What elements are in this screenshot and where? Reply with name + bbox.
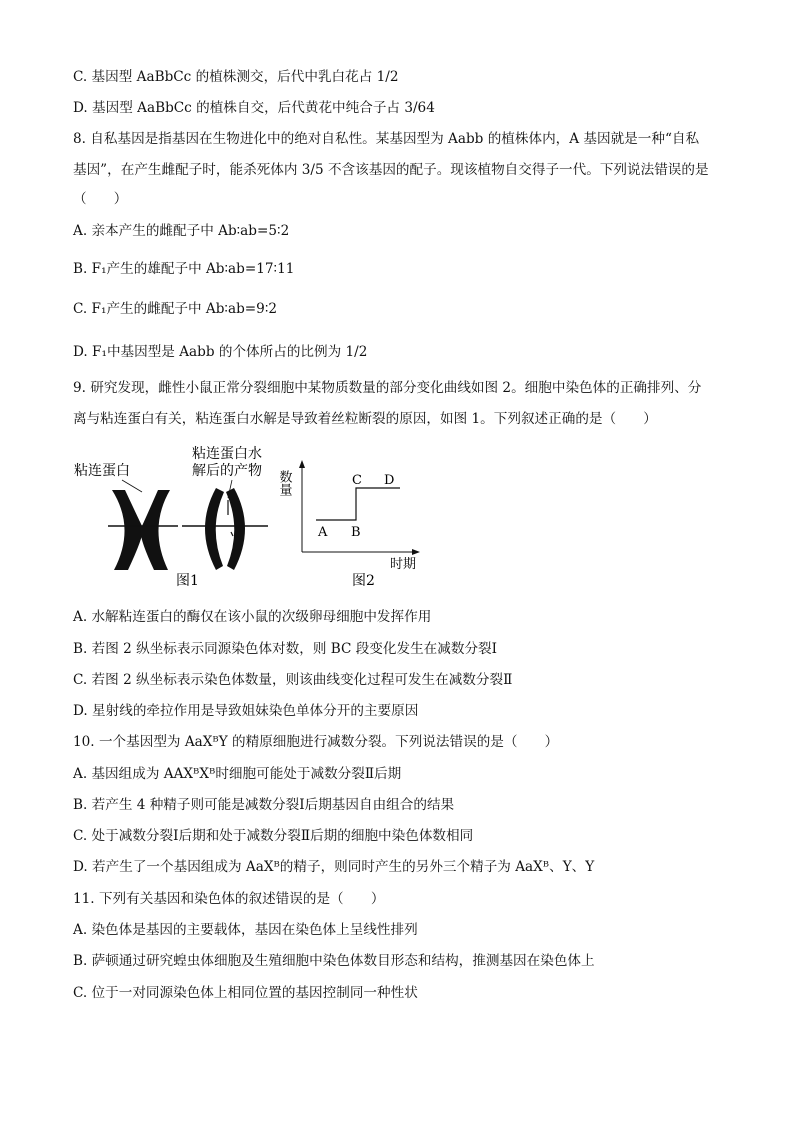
option-9b: B. 若图 2 纵坐标表示同源染色体对数，则 BC 段变化发生在减数分裂Ⅰ	[73, 641, 498, 657]
y-axis-label: 数量	[276, 470, 292, 496]
y-axis-arrow	[299, 460, 305, 468]
question-11-stem: 11. 下列有关基因和染色体的叙述错误的是（ ）	[73, 891, 385, 907]
question-10-stem: 10. 一个基因型为 AaXᴮY 的精原细胞进行减数分裂。下列说法错误的是（ ）	[73, 734, 559, 750]
option-10b: B. 若产生 4 种精子则可能是减数分裂Ⅰ后期基因自由组合的结果	[73, 797, 455, 813]
option-11c: C. 位于一对同源染色体上相同位置的基因控制同一种性状	[73, 985, 418, 1001]
point-label-d: D	[384, 473, 395, 488]
x-axis-arrow	[412, 549, 420, 555]
option-8c: C. F₁产生的雌配子中 Ab∶ab=9∶2	[73, 301, 278, 317]
option-10c: C. 处于减数分裂Ⅰ后期和处于减数分裂Ⅱ后期的细胞中染色体数相同	[73, 828, 474, 844]
option-9c: C. 若图 2 纵坐标表示染色体数量，则该曲线变化过程可发生在减数分裂Ⅱ	[73, 672, 513, 688]
cohesin-dot	[140, 550, 143, 553]
question-9-stem-line-1: 9. 研究发现，雌性小鼠正常分裂细胞中某物质数量的部分变化曲线如图 2。细胞中染色体的正确排列、分	[73, 380, 702, 396]
cohesin-dot	[140, 502, 143, 505]
label-hydrolysis-line-2: 解后的产物	[192, 463, 262, 479]
question-8-stem-line-2: 基因”，在产生雌配子时，能杀死体内 3/5 不含该基因的配子。现该植物自交得子一代。下列说法错误的是	[73, 162, 709, 178]
quantity-curve	[316, 488, 400, 520]
x-axis-label: 时期	[390, 557, 417, 572]
question-9-stem-line-2: 离与粘连蛋白有关，粘连蛋白水解是导致着丝粒断裂的原因，如图 1。下列叙述正确的是（ ）	[73, 411, 657, 427]
point-label-c: C	[352, 473, 362, 488]
option-8d: D. F₁中基因型是 Aabb 的个体所占的比例为 1/2	[73, 344, 368, 360]
label-hydrolysis-line-1: 粘连蛋白水	[192, 446, 262, 462]
question-8-stem-line-3: （ ）	[73, 191, 128, 207]
option-11b: B. 萨顿通过研究蝗虫体细胞及生殖细胞中染色体数目形态和结构，推测基因在染色体上	[73, 953, 595, 969]
option-9a: A. 水解粘连蛋白的酶仅在该小鼠的次级卵母细胞中发挥作用	[73, 609, 432, 625]
point-label-b: B	[351, 525, 361, 540]
fig2-caption: 图2	[352, 573, 375, 589]
chromatid-left	[112, 490, 143, 570]
option-11a: A. 染色体是基因的主要载体，基因在染色体上呈线性排列	[73, 922, 418, 938]
option-8a: A. 亲本产生的雌配子中 Ab∶ab=5∶2	[73, 223, 290, 239]
option-8b: B. F₁产生的雄配子中 Ab∶ab=17∶11	[73, 261, 295, 277]
figure-1	[74, 445, 268, 589]
option-10a: A. 基因组成为 AAXᴮXᴮ时细胞可能处于减数分裂Ⅱ后期	[73, 766, 402, 782]
option-7c: C. 基因型 AaBbCc 的植株测交，后代中乳白花占 1/2	[73, 69, 399, 85]
cohesin-dot	[140, 544, 143, 547]
option-7d: D. 基因型 AaBbCc 的植株自交，后代黄花中纯合子占 3/64	[73, 100, 435, 116]
option-9d: D. 星射线的牵拉作用是导致姐妹染色单体分开的主要原因	[73, 703, 419, 719]
figure-2	[277, 460, 421, 589]
point-label-a: A	[318, 525, 328, 540]
option-10d: D. 若产生了一个基因组成为 AaXᴮ的精子，则同时产生的另外三个精子为 AaXᴮ、Y、Y	[73, 859, 595, 875]
fig1-caption: 图1	[176, 573, 199, 589]
separated-chromatid-right	[226, 488, 245, 570]
hydrolysis-product	[231, 532, 233, 536]
cohesin-dot	[140, 508, 143, 511]
figure-chromosome-cohesin	[70, 440, 430, 590]
separated-chromatid-left	[205, 488, 224, 570]
chromatid-right	[141, 490, 170, 570]
label-cohesin: 粘连蛋白	[74, 463, 130, 479]
question-8-stem-line-1: 8. 自私基因是指基因在生物进化中的绝对自私性。某基因型为 Aabb 的植株体内，A 基因就是一种“自私	[73, 131, 700, 147]
